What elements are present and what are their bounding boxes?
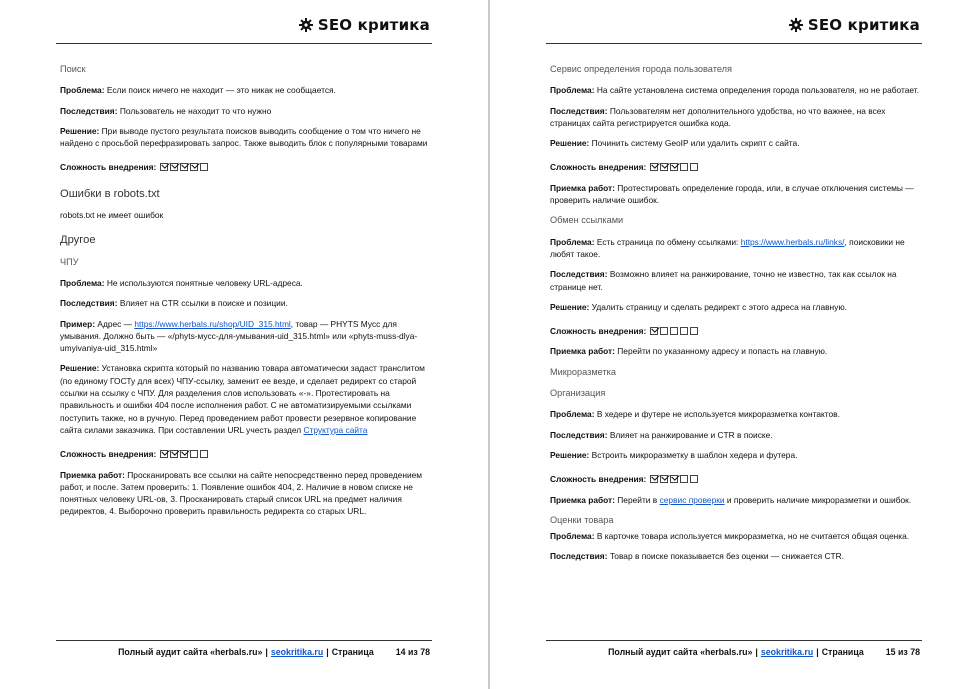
label: Проблема: xyxy=(60,277,105,288)
checked-box xyxy=(670,475,678,483)
gear-icon xyxy=(299,18,313,32)
gear-icon xyxy=(789,18,803,32)
org-acceptance xyxy=(550,494,920,506)
geo-acceptance xyxy=(550,182,920,207)
empty-box xyxy=(660,327,668,335)
text: Перейти по указанному адресу и попасть на главную. xyxy=(614,346,828,357)
section-title-org: Организация xyxy=(550,388,606,399)
page-footer xyxy=(608,647,920,657)
label: Приемка работ: xyxy=(550,182,615,193)
text: Товар в поиске показывается без оценки — снижается CTR. xyxy=(607,551,844,562)
page-content xyxy=(550,55,920,571)
page-content xyxy=(60,55,430,526)
text: Если поиск ничего не находит — это никак не сообщается. xyxy=(104,85,336,96)
difficulty-rating xyxy=(650,163,698,171)
label: Решение: xyxy=(60,363,100,374)
text: Встроить микроразметку в шаблон хедера и футера. xyxy=(589,449,798,460)
section-title-geo: Сервис определения города пользователя xyxy=(550,64,732,74)
search-problem xyxy=(60,84,430,96)
text: Починить систему GeoIP или удалить скрипт с сайта. xyxy=(589,138,800,149)
links-difficulty xyxy=(550,325,920,337)
footer-separator: | xyxy=(326,647,329,657)
links-acceptance xyxy=(550,345,920,357)
robots-text: robots.txt не имеет ошибок xyxy=(60,210,164,221)
footer-site-link[interactable]: seokritika.ru xyxy=(760,647,814,657)
rating-consequence xyxy=(550,550,920,562)
text: Пользователям нет дополнительного удобства, но что важнее, на всех страницах сайта регистрируется ошибка кода. xyxy=(550,105,886,128)
checked-box xyxy=(650,327,658,335)
text: Протестировать определение города, или, в случае отключения системы — проверить наличие ошибок. xyxy=(550,182,914,206)
empty-box xyxy=(680,475,688,483)
section-title-other: Другое xyxy=(60,234,96,247)
checked-box xyxy=(180,450,188,458)
checked-box xyxy=(660,475,668,483)
chpu-acceptance xyxy=(60,469,430,518)
org-difficulty xyxy=(550,473,920,485)
label: Приемка работ: xyxy=(550,346,615,357)
page-footer xyxy=(118,647,430,657)
empty-box xyxy=(690,475,698,483)
footer-separator: | xyxy=(265,647,268,657)
label: Проблема: xyxy=(550,85,595,96)
text: Влияет на ранжирование и CTR в поиске. xyxy=(607,429,773,440)
footer-page-label: Страница xyxy=(821,647,864,657)
section-title-rating: Оценки товара xyxy=(550,514,614,525)
text: , товар — PHYTS Мусс для умывания. Должно быть — «/phyts-мусс-для-умывания-uid_315.html» или «phyts-muss-dlya-umyivaniya-uid_315.html» xyxy=(60,318,418,354)
label: Сложность внедрения: xyxy=(550,474,647,485)
footer-separator: | xyxy=(755,647,758,657)
org-consequence xyxy=(550,429,920,441)
footer-page-number: 14 из 78 xyxy=(395,647,430,657)
links-consequence xyxy=(550,268,920,293)
empty-box xyxy=(670,327,678,335)
chpu-solution xyxy=(60,362,430,436)
logo-text: SEO критика xyxy=(807,16,920,34)
validator-link[interactable]: сервис проверки xyxy=(659,494,725,505)
checked-box xyxy=(160,450,168,458)
checked-box xyxy=(670,163,678,171)
document-page-left xyxy=(0,0,488,689)
footer-divider xyxy=(56,640,432,641)
label: Приемка работ: xyxy=(550,494,615,505)
label: Решение: xyxy=(550,449,590,460)
text: Удалить страницу и сделать редирект с этого адреса на главную. xyxy=(589,301,847,312)
footer-site-link[interactable]: seokritika.ru xyxy=(270,647,324,657)
label: Проблема: xyxy=(550,409,595,420)
geo-consequence xyxy=(550,105,920,130)
label: Последствия: xyxy=(60,105,118,116)
text: , поисковики не любят такое. xyxy=(550,236,905,259)
org-problem xyxy=(550,408,920,420)
checked-box xyxy=(650,475,658,483)
chpu-problem xyxy=(60,277,430,289)
label: Проблема: xyxy=(550,236,595,247)
footer-page-label: Страница xyxy=(331,647,374,657)
label: Проблема: xyxy=(60,85,105,96)
empty-box xyxy=(690,163,698,171)
checked-box xyxy=(160,163,168,171)
chpu-consequence xyxy=(60,297,430,309)
text: Адрес — xyxy=(95,318,135,329)
search-consequence xyxy=(60,105,430,117)
geo-problem xyxy=(550,84,920,96)
difficulty-rating xyxy=(160,163,208,171)
header-divider xyxy=(56,43,432,44)
label: Сложность внедрения: xyxy=(550,326,647,337)
footer-separator: | xyxy=(816,647,819,657)
text: Не используются понятные человеку URL-адреса. xyxy=(104,277,303,288)
difficulty-rating xyxy=(650,327,698,335)
checked-box xyxy=(650,163,658,171)
chpu-difficulty xyxy=(60,448,430,460)
label: Сложность внедрения: xyxy=(550,162,647,173)
header-divider xyxy=(546,43,922,44)
label: Последствия: xyxy=(550,429,608,440)
difficulty-rating xyxy=(160,450,208,458)
empty-box xyxy=(680,327,688,335)
text: Перейти в xyxy=(614,494,660,505)
search-solution xyxy=(60,125,430,150)
org-solution xyxy=(550,449,920,461)
label: Решение: xyxy=(60,125,100,136)
links-solution xyxy=(550,301,920,313)
label: Решение: xyxy=(550,301,590,312)
logo-text: SEO критика xyxy=(317,16,430,34)
label: Сложность внедрения: xyxy=(60,162,157,173)
geo-solution xyxy=(550,137,920,149)
label: Последствия: xyxy=(60,298,118,309)
rating-problem xyxy=(550,530,920,542)
label: Решение: xyxy=(550,138,590,149)
text: При выводе пустого результата поисков выводить сообщение о том что ничего не найдено с просьбой перефразировать запрос. Также выводить блок с популярными товарами xyxy=(60,125,428,149)
empty-box xyxy=(680,163,688,171)
links-problem xyxy=(550,236,920,261)
checked-box xyxy=(170,163,178,171)
text: Влияет на CTR ссылки в поиске и позиции. xyxy=(117,298,288,309)
empty-box xyxy=(200,450,208,458)
geo-difficulty xyxy=(550,161,920,173)
text: Возможно влияет на ранжирование, точно не известно, так как ссылок на странице нет. xyxy=(550,269,897,292)
text: и проверить наличие микроразметки и ошибок. xyxy=(724,494,912,505)
text: В карточке товара используется микроразметка, но не считается общая оценка. xyxy=(594,531,910,542)
text: На сайте установлена система определения города пользователя, но не работает. xyxy=(594,85,920,96)
footer-page-number: 15 из 78 xyxy=(885,647,920,657)
label: Последствия: xyxy=(550,269,608,280)
footer-audit-title: Полный аудит сайта «herbals.ru» xyxy=(118,647,263,657)
checked-box xyxy=(170,450,178,458)
text: Просканировать все ссылки на сайте непосредственно перед проведением работ, и после. Затем проверить: 1. Появление ошибок 404, 2. Наличие в новом списке не понятных человеку URL-ов, 3. Просканировать старый список URL на предмет наличия редиректов, 4. Выборочно проверить правильность редиректа со старых URL. xyxy=(60,469,423,517)
checked-box xyxy=(660,163,668,171)
section-title-chpu: ЧПУ xyxy=(60,256,79,267)
header-logo xyxy=(299,16,430,34)
difficulty-rating xyxy=(650,475,698,483)
label: Последствия: xyxy=(550,551,608,562)
section-title-robots: Ошибки в robots.txt xyxy=(60,187,160,200)
empty-box xyxy=(200,163,208,171)
section-title-micro: Микроразметка xyxy=(550,366,617,377)
search-difficulty xyxy=(60,161,430,173)
empty-box xyxy=(690,327,698,335)
label: Последствия: xyxy=(550,105,608,116)
label: Сложность внедрения: xyxy=(60,449,157,460)
label: Пример: xyxy=(60,318,96,329)
header-logo xyxy=(789,16,920,34)
text: Есть страница по обмену ссылками: xyxy=(594,236,741,247)
document-page-right xyxy=(490,0,978,689)
text: Пользователь не находит то что нужно xyxy=(117,105,272,116)
footer-audit-title: Полный аудит сайта «herbals.ru» xyxy=(608,647,753,657)
empty-box xyxy=(190,450,198,458)
checked-box xyxy=(190,163,198,171)
site-structure-link[interactable]: Структура сайта xyxy=(303,424,368,435)
text: Установка скрипта который по названию товара автоматически задаст транслитом (по единому ГОСТу для всех) ЧПУ-ссылку, заменит ее везде, и сделает редирект со старой ссылки на ссылку с ЧПУ. Для разделения слов использовать «-». Протестировать на правильность и ошибки 404 после исполнения работ. С не автоматизируемыми ссылками поступить также, но в ручную. Перед проведением работ провести резервное копирование сайта силами заказчика. При составлении URL учесть раздел xyxy=(60,363,425,435)
checked-box xyxy=(180,163,188,171)
footer-divider xyxy=(546,640,922,641)
example-link[interactable]: https://www.herbals.ru/shop/UID_315.html xyxy=(134,318,291,329)
links-page-link[interactable]: https://www.herbals.ru/links/ xyxy=(740,236,845,247)
text: В хедере и футере не используется микроразметка контактов. xyxy=(594,409,840,420)
label: Приемка работ: xyxy=(60,469,125,480)
label: Проблема: xyxy=(550,531,595,542)
section-title-links: Обмен ссылками xyxy=(550,215,624,226)
section-title-search: Поиск xyxy=(60,64,86,74)
chpu-example xyxy=(60,318,430,355)
